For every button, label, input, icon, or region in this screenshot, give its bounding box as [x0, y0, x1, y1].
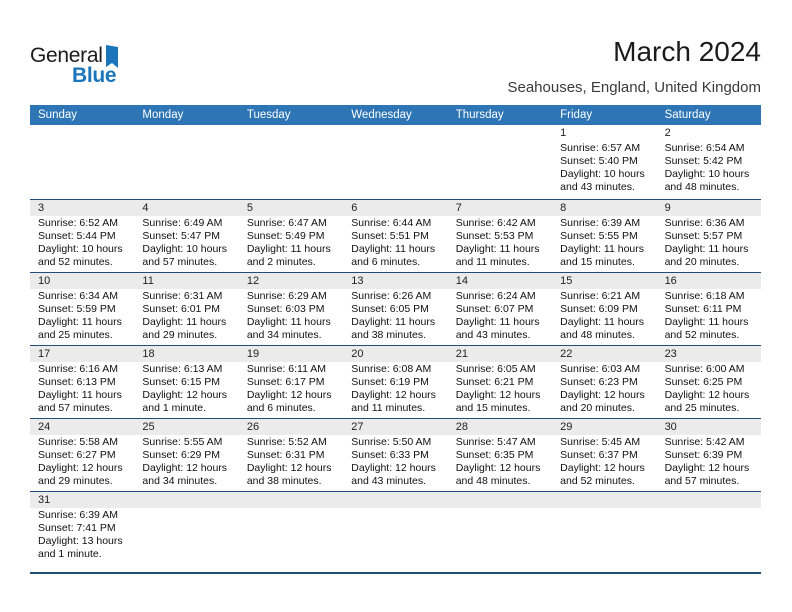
day-number: 25: [142, 421, 155, 433]
empty-day-cell: [239, 492, 343, 572]
day-number-band: [239, 419, 343, 435]
sunset-text: Sunset: 6:23 PM: [560, 375, 638, 388]
day-number: 23: [664, 348, 677, 360]
day-cell-31: [30, 492, 134, 572]
daylight-text-line1: Daylight: 12 hours: [664, 388, 750, 401]
day-number: 17: [38, 348, 51, 360]
day-number-band: [30, 419, 134, 435]
day-number-band: [343, 125, 447, 141]
sunrise-text: Sunrise: 6:24 AM: [455, 290, 536, 302]
sunrise-text: Sunrise: 6:52 AM: [38, 217, 118, 229]
empty-day-cell: [552, 492, 656, 572]
day-number: 24: [38, 421, 51, 433]
day-number: 18: [142, 348, 155, 360]
day-number-band: [657, 492, 761, 508]
day-details: [134, 289, 238, 342]
daylight-text-line2: and 43 minutes.: [455, 328, 531, 341]
day-number-band: [30, 492, 134, 508]
day-number: 13: [351, 275, 364, 287]
day-number-band: [239, 200, 343, 216]
weekday-header-friday: Friday: [560, 109, 593, 121]
day-cell-22: [552, 346, 656, 418]
day-number: 31: [38, 494, 51, 506]
day-cell-13: [343, 273, 447, 345]
day-number-band: [343, 346, 447, 362]
daylight-text-line1: Daylight: 12 hours: [560, 388, 645, 401]
day-cell-4: [134, 200, 238, 272]
day-details: [657, 362, 761, 415]
sunrise-text: Sunrise: 6:03 AM: [560, 363, 641, 375]
day-details: [657, 289, 761, 342]
daylight-text-line2: and 38 minutes.: [246, 474, 322, 487]
daylight-text-line2: and 20 minutes.: [560, 401, 635, 414]
daylight-text-line1: Daylight: 11 hours: [664, 242, 749, 255]
sunset-text: Sunset: 5:55 PM: [560, 229, 638, 242]
week-row-5: [30, 418, 761, 491]
general-blue-logo: [30, 44, 160, 88]
calendar-table: [30, 105, 761, 574]
daylight-text-line2: and 1 minute.: [38, 547, 102, 560]
day-number-band: [134, 125, 238, 141]
daylight-text-line2: and 20 minutes.: [664, 255, 740, 268]
sunset-text: Sunset: 6:09 PM: [560, 302, 638, 315]
day-number-band: [552, 346, 656, 362]
daylight-text-line1: Daylight: 11 hours: [246, 242, 331, 255]
daylight-text-line1: Daylight: 12 hours: [142, 461, 228, 474]
day-number: 10: [38, 275, 51, 287]
week-row-6: [30, 491, 761, 572]
day-number-band: [448, 492, 552, 508]
sunrise-text: Sunrise: 6:18 AM: [664, 290, 745, 302]
day-number-band: [448, 346, 552, 362]
sunset-text: Sunset: 6:29 PM: [142, 448, 221, 461]
sunset-text: Sunset: 6:17 PM: [246, 375, 325, 388]
weekday-header-thursday: Thursday: [455, 109, 504, 121]
day-number: 9: [664, 202, 671, 214]
sunset-text: Sunset: 6:03 PM: [246, 302, 325, 315]
day-number-band: [657, 346, 761, 362]
day-number: 20: [351, 348, 364, 360]
day-cell-7: [448, 200, 552, 272]
day-number-band: [134, 273, 238, 289]
day-details: [343, 362, 447, 415]
daylight-text-line1: Daylight: 12 hours: [246, 461, 332, 474]
day-details: [30, 508, 134, 561]
day-cell-26: [239, 419, 343, 491]
day-details: [30, 216, 134, 269]
sunset-text: Sunset: 5:44 PM: [38, 229, 116, 242]
location-subtitle: Seahouses, England, United Kingdom: [507, 79, 761, 96]
day-details: [552, 216, 656, 269]
sunset-text: Sunset: 5:53 PM: [455, 229, 534, 242]
logo-word-blue: Blue: [72, 64, 117, 87]
day-number-band: [343, 200, 447, 216]
daylight-text-line2: and 25 minutes.: [38, 328, 113, 341]
daylight-text-line2: and 52 minutes.: [664, 328, 740, 341]
daylight-text-line2: and 6 minutes.: [246, 401, 316, 414]
sunrise-text: Sunrise: 6:11 AM: [246, 363, 327, 375]
daylight-text-line1: Daylight: 12 hours: [455, 461, 541, 474]
sunrise-text: Sunrise: 6:49 AM: [142, 217, 223, 229]
day-details: [134, 362, 238, 415]
daylight-text-line1: Daylight: 11 hours: [455, 315, 540, 328]
sunrise-text: Sunrise: 6:26 AM: [351, 290, 432, 302]
sunrise-text: Sunrise: 6:13 AM: [142, 363, 223, 375]
sunset-text: Sunset: 5:57 PM: [664, 229, 743, 242]
daylight-text-line2: and 57 minutes.: [38, 401, 113, 414]
daylight-text-line1: Daylight: 10 hours: [664, 167, 750, 180]
weekday-header-wednesday: Wednesday: [351, 109, 412, 121]
day-details: [552, 141, 656, 194]
empty-day-cell: [343, 492, 447, 572]
sunset-text: Sunset: 6:31 PM: [246, 448, 325, 461]
sunrise-text: Sunrise: 6:34 AM: [38, 290, 118, 302]
day-number: 1: [560, 127, 567, 139]
daylight-text-line2: and 29 minutes.: [142, 328, 218, 341]
sunset-text: Sunset: 6:11 PM: [664, 302, 742, 315]
day-details: [239, 362, 343, 415]
title-block: [507, 36, 761, 96]
day-number-band: [239, 346, 343, 362]
sunrise-text: Sunrise: 5:52 AM: [246, 436, 327, 448]
day-number-band: [134, 346, 238, 362]
day-details: [657, 435, 761, 488]
day-number: 12: [246, 275, 260, 287]
day-cell-6: [343, 200, 447, 272]
day-number: 28: [455, 421, 468, 433]
sunrise-text: Sunrise: 6:36 AM: [664, 217, 745, 229]
daylight-text-line1: Daylight: 11 hours: [664, 315, 749, 328]
sunrise-text: Sunrise: 6:16 AM: [38, 363, 118, 375]
daylight-text-line2: and 48 minutes.: [560, 328, 635, 341]
day-details: [343, 435, 447, 488]
daylight-text-line1: Daylight: 12 hours: [246, 388, 332, 401]
day-number-band: [552, 419, 656, 435]
daylight-text-line2: and 57 minutes.: [142, 255, 218, 268]
day-number-band: [343, 492, 447, 508]
weekday-header-tuesday: Tuesday: [246, 109, 291, 121]
daylight-text-line1: Daylight: 12 hours: [455, 388, 541, 401]
daylight-text-line2: and 38 minutes.: [351, 328, 426, 341]
empty-day-cell: [134, 125, 238, 199]
day-cell-29: [552, 419, 656, 491]
sunset-text: Sunset: 6:39 PM: [664, 448, 743, 461]
sunrise-text: Sunrise: 6:08 AM: [351, 363, 432, 375]
empty-day-cell: [448, 492, 552, 572]
sunrise-text: Sunrise: 6:39 AM: [560, 217, 641, 229]
day-cell-24: [30, 419, 134, 491]
week-row-4: [30, 345, 761, 418]
day-cell-27: [343, 419, 447, 491]
daylight-text-line2: and 15 minutes.: [560, 255, 635, 268]
sunset-text: Sunset: 6:13 PM: [38, 375, 116, 388]
day-cell-14: [448, 273, 552, 345]
day-number-band: [552, 492, 656, 508]
day-details: [657, 141, 761, 194]
day-number: 22: [560, 348, 573, 360]
sunset-text: Sunset: 7:41 PM: [38, 521, 116, 534]
daylight-text-line1: Daylight: 12 hours: [351, 461, 436, 474]
day-cell-21: [448, 346, 552, 418]
day-details: [30, 289, 134, 342]
month-title: March 2024: [613, 36, 761, 67]
sunset-text: Sunset: 5:47 PM: [142, 229, 221, 242]
sunrise-text: Sunrise: 5:55 AM: [142, 436, 223, 448]
sunrise-text: Sunrise: 6:31 AM: [142, 290, 223, 302]
day-cell-8: [552, 200, 656, 272]
day-cell-25: [134, 419, 238, 491]
sunset-text: Sunset: 6:01 PM: [142, 302, 221, 315]
sunrise-text: Sunrise: 5:42 AM: [664, 436, 745, 448]
day-number-band: [239, 273, 343, 289]
day-number-band: [239, 492, 343, 508]
weekday-header-monday: Monday: [142, 109, 184, 121]
day-number-band: [134, 419, 238, 435]
day-number-band: [30, 346, 134, 362]
day-cell-17: [30, 346, 134, 418]
day-number: 5: [246, 202, 253, 214]
day-number: 30: [664, 421, 677, 433]
day-cell-5: [239, 200, 343, 272]
day-details: [552, 435, 656, 488]
daylight-text-line1: Daylight: 11 hours: [351, 315, 436, 328]
daylight-text-line1: Daylight: 11 hours: [38, 315, 122, 328]
day-number: 3: [38, 202, 45, 214]
sunrise-text: Sunrise: 6:47 AM: [246, 217, 327, 229]
sunrise-text: Sunrise: 6:42 AM: [455, 217, 536, 229]
sunset-text: Sunset: 6:19 PM: [351, 375, 429, 388]
daylight-text-line1: Daylight: 12 hours: [664, 461, 750, 474]
day-number: 14: [455, 275, 468, 287]
day-details: [30, 362, 134, 415]
daylight-text-line2: and 11 minutes.: [351, 401, 426, 414]
daylight-text-line1: Daylight: 11 hours: [351, 242, 436, 255]
sunset-text: Sunset: 6:35 PM: [455, 448, 534, 461]
daylight-text-line2: and 34 minutes.: [142, 474, 218, 487]
day-details: [448, 435, 552, 488]
sunset-text: Sunset: 5:59 PM: [38, 302, 116, 315]
day-details: [448, 216, 552, 269]
daylight-text-line2: and 43 minutes.: [560, 180, 635, 193]
day-number: 19: [246, 348, 260, 360]
sunrise-text: Sunrise: 6:00 AM: [664, 363, 745, 375]
day-number-band: [30, 125, 134, 141]
day-number-band: [657, 125, 761, 141]
day-number: 6: [351, 202, 358, 214]
weekday-header-saturday: Saturday: [664, 109, 711, 121]
daylight-text-line2: and 1 minute.: [142, 401, 207, 414]
sunset-text: Sunset: 6:05 PM: [351, 302, 429, 315]
daylight-text-line1: Daylight: 10 hours: [560, 167, 645, 180]
weekday-header-sunday: Sunday: [38, 109, 78, 121]
page-header: [30, 0, 761, 105]
daylight-text-line2: and 29 minutes.: [38, 474, 113, 487]
empty-day-cell: [30, 125, 134, 199]
daylight-text-line1: Daylight: 11 hours: [38, 388, 122, 401]
sunrise-text: Sunrise: 5:58 AM: [38, 436, 118, 448]
day-cell-15: [552, 273, 656, 345]
day-number-band: [448, 125, 552, 141]
sunrise-text: Sunrise: 6:57 AM: [560, 142, 641, 154]
daylight-text-line2: and 15 minutes.: [455, 401, 531, 414]
day-cell-11: [134, 273, 238, 345]
daylight-text-line2: and 11 minutes.: [455, 255, 530, 268]
sunset-text: Sunset: 6:27 PM: [38, 448, 116, 461]
day-number: 15: [560, 275, 573, 287]
empty-day-cell: [657, 492, 761, 572]
day-details: [448, 289, 552, 342]
daylight-text-line1: Daylight: 10 hours: [142, 242, 228, 255]
daylight-text-line2: and 43 minutes.: [351, 474, 426, 487]
sunset-text: Sunset: 5:42 PM: [664, 154, 743, 167]
day-cell-2: [657, 125, 761, 199]
daylight-text-line2: and 52 minutes.: [560, 474, 635, 487]
day-details: [239, 435, 343, 488]
day-cell-9: [657, 200, 761, 272]
empty-day-cell: [134, 492, 238, 572]
sunset-text: Sunset: 5:40 PM: [560, 154, 638, 167]
day-cell-10: [30, 273, 134, 345]
sunrise-text: Sunrise: 5:47 AM: [455, 436, 536, 448]
sunrise-text: Sunrise: 6:21 AM: [560, 290, 641, 302]
day-cell-18: [134, 346, 238, 418]
daylight-text-line2: and 25 minutes.: [664, 401, 740, 414]
daylight-text-line2: and 48 minutes.: [455, 474, 531, 487]
sunrise-text: Sunrise: 6:05 AM: [455, 363, 536, 375]
day-number: 11: [142, 275, 154, 287]
day-details: [552, 362, 656, 415]
sunrise-text: Sunrise: 5:45 AM: [560, 436, 641, 448]
day-number: 16: [664, 275, 677, 287]
sunset-text: Sunset: 6:07 PM: [455, 302, 534, 315]
day-details: [657, 216, 761, 269]
day-details: [239, 289, 343, 342]
sunset-text: Sunset: 6:15 PM: [142, 375, 221, 388]
day-details: [552, 289, 656, 342]
daylight-text-line2: and 48 minutes.: [664, 180, 740, 193]
sunset-text: Sunset: 6:33 PM: [351, 448, 429, 461]
day-number: 2: [664, 127, 671, 139]
daylight-text-line1: Daylight: 13 hours: [38, 534, 123, 547]
day-number-band: [134, 492, 238, 508]
daylight-text-line1: Daylight: 11 hours: [560, 242, 644, 255]
day-number-band: [343, 273, 447, 289]
weekday-header-row: [30, 105, 761, 125]
daylight-text-line2: and 57 minutes.: [664, 474, 740, 487]
day-details: [448, 362, 552, 415]
day-number-band: [657, 273, 761, 289]
day-number: 29: [560, 421, 573, 433]
day-cell-12: [239, 273, 343, 345]
empty-day-cell: [343, 125, 447, 199]
daylight-text-line1: Daylight: 11 hours: [455, 242, 540, 255]
sunrise-text: Sunrise: 5:50 AM: [351, 436, 432, 448]
empty-day-cell: [448, 125, 552, 199]
day-cell-16: [657, 273, 761, 345]
day-number-band: [657, 419, 761, 435]
daylight-text-line2: and 2 minutes.: [246, 255, 316, 268]
day-details: [343, 289, 447, 342]
sunrise-text: Sunrise: 6:54 AM: [664, 142, 745, 154]
day-number: 21: [455, 348, 468, 360]
day-number-band: [552, 273, 656, 289]
day-details: [30, 435, 134, 488]
daylight-text-line1: Daylight: 11 hours: [246, 315, 331, 328]
day-number-band: [448, 419, 552, 435]
day-cell-20: [343, 346, 447, 418]
sunrise-text: Sunrise: 6:39 AM: [38, 509, 118, 521]
day-details: [134, 435, 238, 488]
daylight-text-line1: Daylight: 12 hours: [351, 388, 436, 401]
sunset-text: Sunset: 6:21 PM: [455, 375, 534, 388]
day-number-band: [343, 419, 447, 435]
day-number-band: [239, 125, 343, 141]
daylight-text-line1: Daylight: 11 hours: [142, 315, 227, 328]
week-row-2: [30, 199, 761, 272]
calendar-weeks: [30, 125, 761, 574]
sunrise-text: Sunrise: 6:29 AM: [246, 290, 327, 302]
daylight-text-line2: and 6 minutes.: [351, 255, 421, 268]
day-number-band: [657, 200, 761, 216]
daylight-text-line1: Daylight: 12 hours: [38, 461, 123, 474]
daylight-text-line1: Daylight: 10 hours: [38, 242, 123, 255]
day-number-band: [30, 273, 134, 289]
day-cell-30: [657, 419, 761, 491]
day-number-band: [448, 273, 552, 289]
logo-word-general: General: [30, 44, 103, 67]
sunset-text: Sunset: 6:25 PM: [664, 375, 743, 388]
daylight-text-line2: and 52 minutes.: [38, 255, 113, 268]
day-number-band: [552, 200, 656, 216]
day-number: 4: [142, 202, 149, 214]
day-cell-19: [239, 346, 343, 418]
day-number-band: [134, 200, 238, 216]
daylight-text-line1: Daylight: 11 hours: [560, 315, 644, 328]
day-details: [134, 216, 238, 269]
day-cell-1: [552, 125, 656, 199]
day-number: 7: [455, 202, 462, 214]
day-details: [343, 216, 447, 269]
sunset-text: Sunset: 5:49 PM: [246, 229, 325, 242]
sunset-text: Sunset: 6:37 PM: [560, 448, 638, 461]
day-cell-28: [448, 419, 552, 491]
sunset-text: Sunset: 5:51 PM: [351, 229, 429, 242]
week-row-1: [30, 125, 761, 199]
day-number-band: [30, 200, 134, 216]
day-number-band: [448, 200, 552, 216]
day-number: 8: [560, 202, 567, 214]
day-cell-3: [30, 200, 134, 272]
daylight-text-line1: Daylight: 12 hours: [142, 388, 228, 401]
daylight-text-line2: and 34 minutes.: [246, 328, 322, 341]
day-details: [239, 216, 343, 269]
day-number: 27: [351, 421, 364, 433]
day-number-band: [552, 125, 656, 141]
day-number: 26: [246, 421, 260, 433]
day-cell-23: [657, 346, 761, 418]
empty-day-cell: [239, 125, 343, 199]
daylight-text-line1: Daylight: 12 hours: [560, 461, 645, 474]
sunrise-text: Sunrise: 6:44 AM: [351, 217, 432, 229]
week-row-3: [30, 272, 761, 345]
